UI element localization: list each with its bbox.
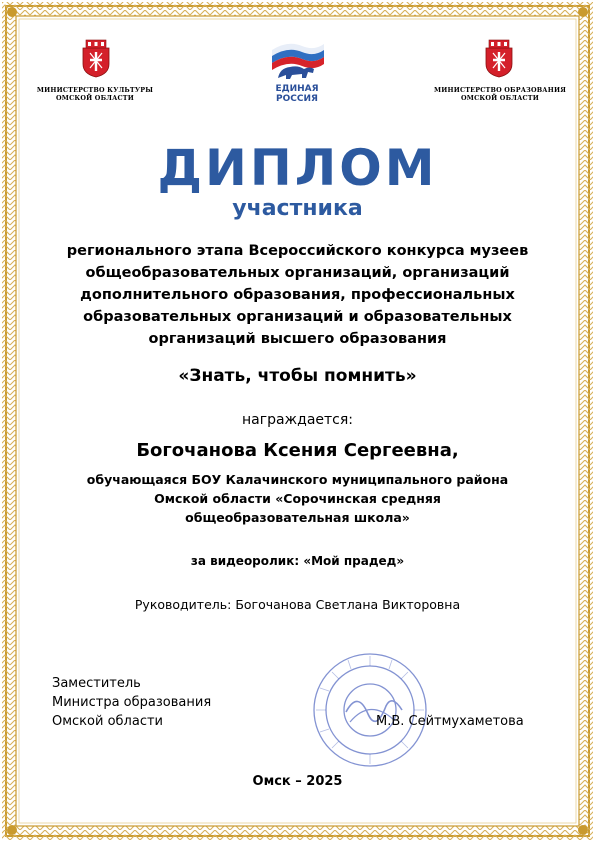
omsk-coat-of-arms-icon bbox=[482, 38, 516, 78]
diploma-subtitle: участника bbox=[232, 196, 363, 221]
signatory-position: Заместитель Министра образования Омской области bbox=[52, 676, 212, 729]
contest-name: «Знать, чтобы помнить» bbox=[178, 366, 417, 386]
diploma-title: ДИПЛОМ bbox=[157, 139, 438, 197]
contest-description: регионального этапа Всероссийского конкурса музеев общеобразовательных организаций, организаций дополнительного образования, профессиональных образовательных организаций и образовательных организаций высшего образования bbox=[66, 243, 529, 347]
official-stamp-icon bbox=[310, 650, 430, 770]
party-logo-text: ЕДИНАЯ РОССИЯ bbox=[275, 84, 319, 104]
work-title: за видеоролик: «Мой прадед» bbox=[190, 554, 405, 568]
signer-name: М.В. Сейтмухаметова bbox=[376, 714, 524, 729]
ministry-of-culture-label: МИНИСТЕРСТВО КУЛЬТУРЫ ОМСКОЙ ОБЛАСТИ bbox=[36, 86, 154, 102]
bear-flag-logo-icon bbox=[268, 38, 326, 84]
recipient-name: Богочанова Ксения Сергеевна, bbox=[136, 440, 459, 461]
place-year: Омск – 2025 bbox=[252, 774, 343, 789]
omsk-coat-of-arms-icon bbox=[79, 38, 113, 78]
supervisor: Руководитель: Богочанова Светлана Викторовна bbox=[134, 597, 461, 612]
ministry-of-education-label: МИНИСТЕРСТВО ОБРАЗОВАНИЯ ОМСКОЙ ОБЛАСТИ bbox=[433, 86, 567, 102]
recipient-details: обучающаяся БОУ Калачинского муниципального района Омской области «Сорочинская средняя общеобразовательная школа» bbox=[86, 472, 509, 525]
awarded-label: награждается: bbox=[241, 412, 354, 428]
